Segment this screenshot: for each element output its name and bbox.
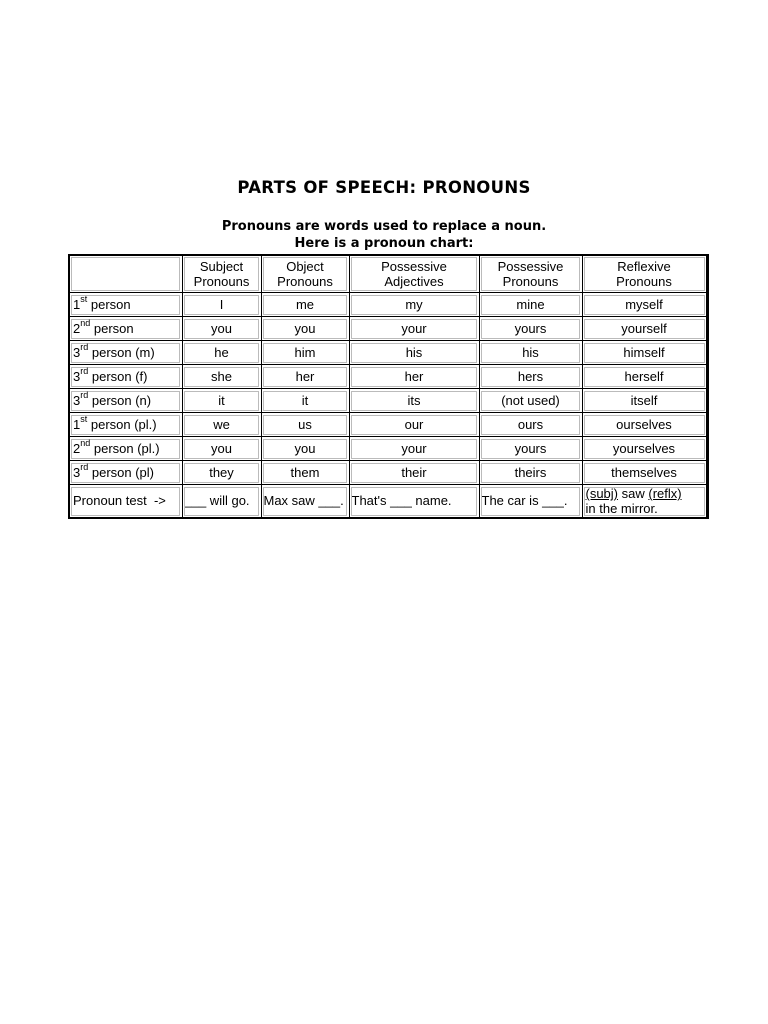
pronoun-test-cell: The car is ___. — [479, 485, 582, 519]
test-subj-blank: (subj) — [585, 486, 619, 501]
table-cell: you — [182, 437, 261, 461]
table-cell: she — [182, 365, 261, 389]
pronoun-test-cell: Max saw ___. — [261, 485, 349, 519]
row-label-ordinal: rd — [80, 462, 89, 473]
table-cell: me — [261, 293, 349, 317]
test-end-text: in the mirror. — [585, 501, 658, 516]
row-label-ordinal: st — [80, 414, 88, 425]
table-cell: my — [349, 293, 479, 317]
table-row — [69, 365, 707, 389]
table-cell: yourself — [582, 317, 707, 341]
table-cell: myself — [582, 293, 707, 317]
table-cell: yourselves — [582, 437, 707, 461]
row-label-text: person — [90, 320, 134, 336]
table-cell: themselves — [582, 461, 707, 485]
row-label-ordinal: rd — [80, 342, 89, 353]
row-label — [69, 317, 182, 341]
header-possessive-adjectives: Possessive Adjectives — [349, 255, 479, 293]
row-label-ordinal: rd — [80, 390, 89, 401]
table-cell: (not used) — [479, 389, 582, 413]
page-title: PARTS OF SPEECH: PRONOUNS — [237, 178, 531, 197]
row-label — [69, 437, 182, 461]
row-label — [69, 365, 182, 389]
row-label-number: 1 — [73, 296, 81, 312]
table-cell: I — [182, 293, 261, 317]
table-cell: it — [182, 389, 261, 413]
table-cell: himself — [582, 341, 707, 365]
table-cell: ourselves — [582, 413, 707, 437]
row-label-number: 3 — [73, 368, 81, 384]
pronoun-test-label: Pronoun test -> — [69, 485, 182, 519]
row-label-text: person (n) — [88, 392, 152, 408]
table-row — [69, 317, 707, 341]
row-label — [69, 461, 182, 485]
header-cell-empty — [69, 255, 182, 293]
table-cell: his — [349, 341, 479, 365]
table-cell: you — [261, 437, 349, 461]
table-cell: her — [349, 365, 479, 389]
table-cell: ours — [479, 413, 582, 437]
pronoun-test-cell: ___ will go. — [182, 485, 261, 519]
table-cell: you — [182, 317, 261, 341]
table-cell: us — [261, 413, 349, 437]
table-row — [69, 461, 707, 485]
table-cell: yours — [479, 437, 582, 461]
table-row — [69, 293, 707, 317]
row-label-ordinal: nd — [80, 438, 91, 449]
table-cell: him — [261, 341, 349, 365]
table-cell: them — [261, 461, 349, 485]
table-cell: theirs — [479, 461, 582, 485]
row-label-number: 2 — [73, 320, 81, 336]
table-cell: you — [261, 317, 349, 341]
table-cell: its — [349, 389, 479, 413]
subtitle-line-1: Pronouns are words used to replace a noun. — [221, 219, 547, 234]
test-reflx-blank: (reflx) — [648, 486, 682, 501]
row-label — [69, 293, 182, 317]
pronoun-test-row — [69, 485, 707, 519]
table-cell: your — [349, 317, 479, 341]
table-cell: mine — [479, 293, 582, 317]
subtitle-line-2: Here is a pronoun chart: — [294, 236, 474, 251]
table-cell: hers — [479, 365, 582, 389]
table-cell: itself — [582, 389, 707, 413]
row-label-number: 3 — [73, 344, 81, 360]
table-cell: they — [182, 461, 261, 485]
row-label-number: 3 — [73, 392, 81, 408]
table-cell: your — [349, 437, 479, 461]
row-label-number: 2 — [73, 440, 81, 456]
row-label-text: person (pl.) — [90, 440, 160, 456]
pronoun-test-reflexive-cell — [582, 485, 707, 519]
table-cell: our — [349, 413, 479, 437]
table-row — [69, 389, 707, 413]
pronoun-chart — [68, 254, 709, 519]
row-label-number: 1 — [73, 416, 81, 432]
row-label — [69, 389, 182, 413]
header-subject-pronouns: Subject Pronouns — [182, 255, 261, 293]
header-object-pronouns: Object Pronouns — [261, 255, 349, 293]
row-label-number: 3 — [73, 464, 81, 480]
row-label-text: person (m) — [88, 344, 155, 360]
table-cell: his — [479, 341, 582, 365]
row-label-text: person — [87, 296, 131, 312]
table-cell: her — [261, 365, 349, 389]
row-label — [69, 413, 182, 437]
table-cell: herself — [582, 365, 707, 389]
page-subtitle — [0, 218, 768, 252]
row-label — [69, 341, 182, 365]
table-cell: it — [261, 389, 349, 413]
table-row — [69, 437, 707, 461]
row-label-ordinal: rd — [80, 366, 89, 377]
table-row — [69, 413, 707, 437]
table-row — [69, 341, 707, 365]
header-reflexive-pronouns: Reflexive Pronouns — [582, 255, 707, 293]
row-label-text: person (f) — [88, 368, 148, 384]
table-cell: he — [182, 341, 261, 365]
pronoun-test-cell: That's ___ name. — [349, 485, 479, 519]
table-cell: their — [349, 461, 479, 485]
row-label-ordinal: nd — [80, 318, 91, 329]
row-label-text: person (pl) — [88, 464, 154, 480]
row-label-ordinal: st — [80, 294, 88, 305]
header-row — [69, 255, 707, 293]
test-mid-text: saw — [618, 486, 649, 501]
table-cell: yours — [479, 317, 582, 341]
row-label-text: person (pl.) — [87, 416, 157, 432]
table-cell: we — [182, 413, 261, 437]
header-possessive-pronouns: Possessive Pronouns — [479, 255, 582, 293]
